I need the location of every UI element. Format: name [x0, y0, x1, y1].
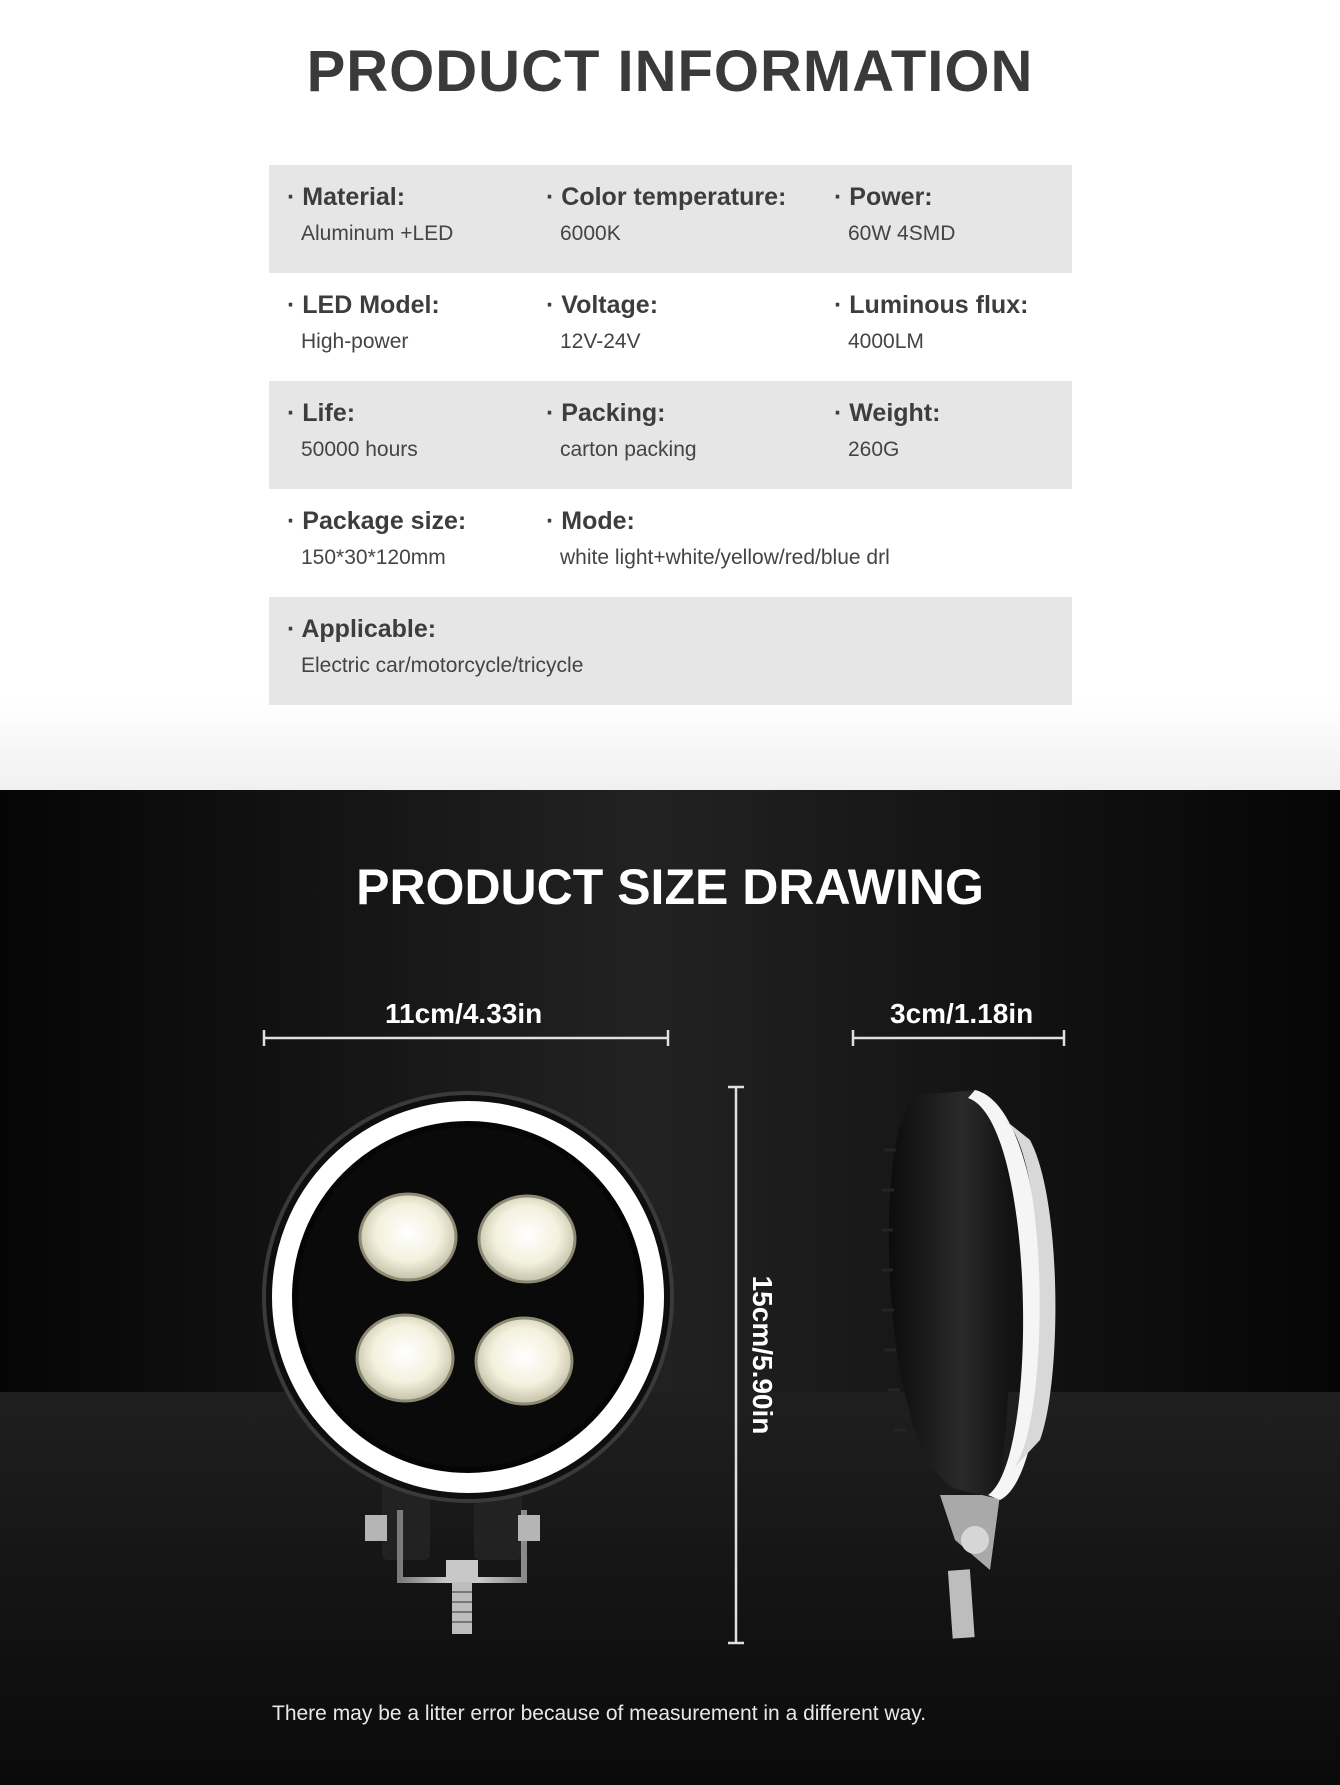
height-dimension-line — [728, 1087, 744, 1643]
spec-label: · Power: — [834, 183, 933, 211]
spec-value: 12V-24V — [560, 330, 641, 353]
spec-value: 50000 hours — [301, 438, 418, 461]
width-dimension-label: 11cm/4.33in — [385, 998, 543, 1029]
spec-label: · Applicable: — [287, 615, 437, 643]
spec-label: · Package size: — [287, 507, 467, 535]
spec-value: Aluminum +LED — [301, 222, 454, 245]
spec-value: 6000K — [560, 222, 621, 245]
spec-label: · Color temperature: — [546, 183, 787, 211]
spec-value: white light+white/yellow/red/blue drl — [560, 546, 890, 569]
product-information-title: PRODUCT INFORMATION — [306, 39, 1034, 104]
lamp-side-view — [881, 1090, 1055, 1639]
depth-dimension-line — [853, 1030, 1064, 1046]
spec-label: · Material: — [287, 183, 406, 211]
spec-value: Electric car/motorcycle/tricycle — [301, 654, 584, 677]
spec-label: · Packing: — [546, 399, 666, 427]
height-dimension-label: 15cm/5.90in — [747, 1275, 778, 1435]
spec-value: 4000LM — [848, 330, 924, 353]
spec-value: High-power — [301, 330, 409, 353]
width-dimension-line — [264, 1030, 668, 1046]
spec-value: 60W 4SMD — [848, 222, 956, 245]
spec-value: 260G — [848, 438, 900, 461]
lamp-front-view — [264, 1093, 672, 1634]
depth-dimension-label: 3cm/1.18in — [890, 998, 1034, 1029]
spec-label: · Luminous flux: — [834, 291, 1029, 319]
spec-label: · Mode: — [546, 507, 635, 535]
spec-label: · Voltage: — [546, 291, 659, 319]
measurement-disclaimer: There may be a litter error because of measurement in a different way. — [272, 1702, 927, 1725]
spec-label: · LED Model: — [287, 291, 440, 319]
spec-value: 150*30*120mm — [301, 546, 446, 569]
spec-label: · Weight: — [834, 399, 941, 427]
product-size-drawing-title: PRODUCT SIZE DRAWING — [356, 859, 984, 915]
spec-label: · Life: — [287, 399, 356, 427]
spec-value: carton packing — [560, 438, 697, 461]
